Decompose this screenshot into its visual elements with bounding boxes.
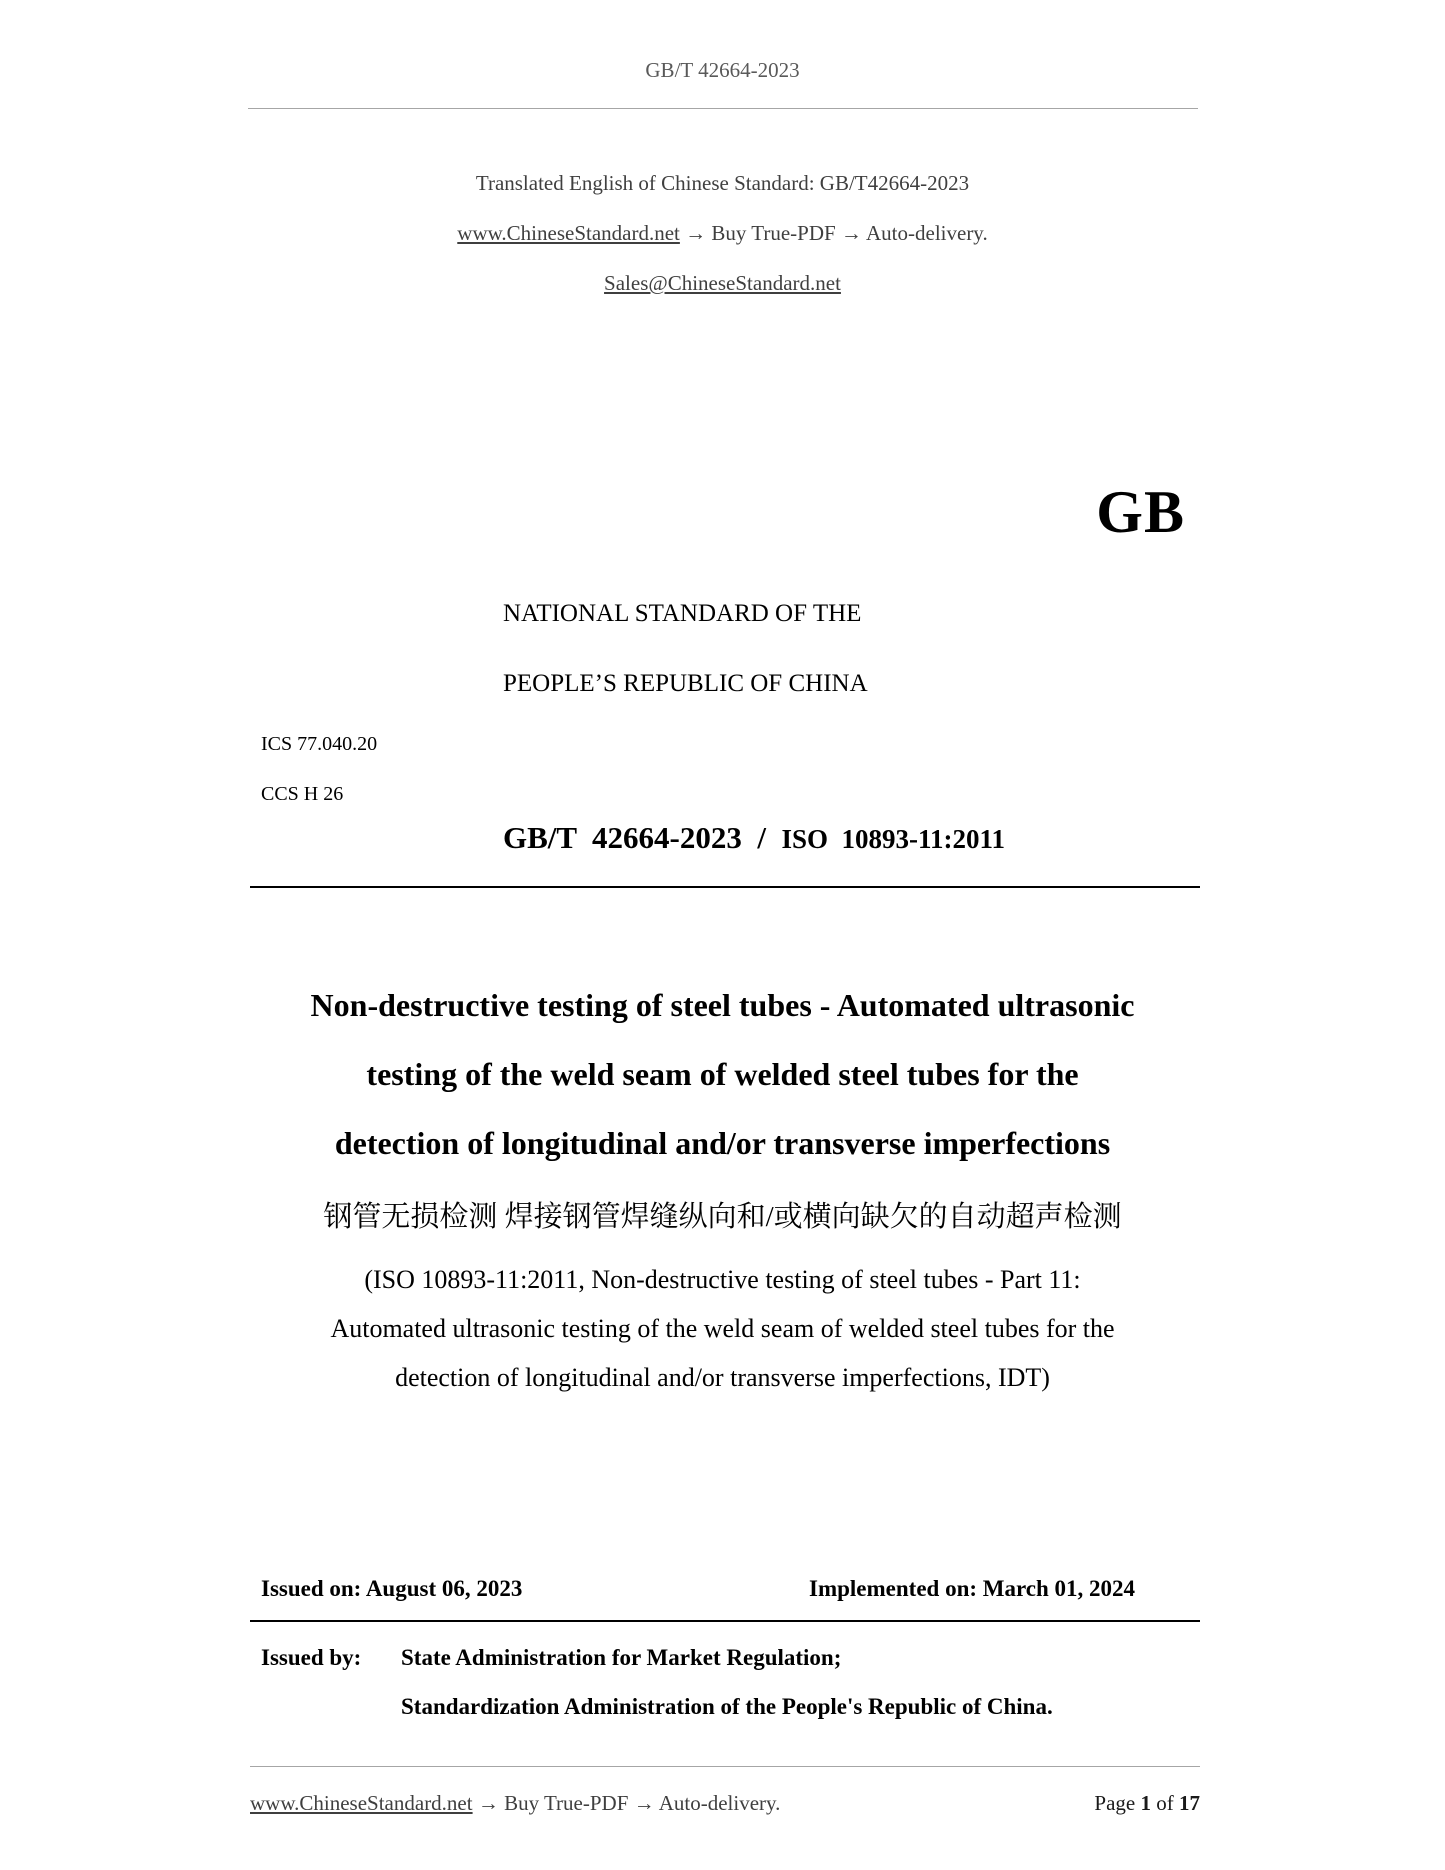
document-title-chinese: 钢管无损检测 焊接钢管焊缝纵向和/或横向缺欠的自动超声检测 <box>323 1201 1122 1233</box>
issuer-name-1: State Administration for Market Regulation; <box>401 1645 842 1670</box>
page-word: Page <box>1094 1791 1136 1815</box>
iso-adoption-note <box>130 1255 1315 1402</box>
footer-buy-line <box>250 1788 780 1818</box>
footer-divider <box>250 1766 1200 1767</box>
national-heading-line2: PEOPLE’S REPUBLIC OF CHINA <box>503 670 868 697</box>
page-footer <box>250 1788 1200 1818</box>
buy-line <box>0 208 1445 258</box>
national-heading-line1: NATIONAL STANDARD OF THE <box>503 600 862 627</box>
issuer-row-2 <box>261 1682 1053 1731</box>
standard-number <box>503 820 1005 856</box>
iso-standard-number: ISO 10893-11:2011 <box>781 824 1005 854</box>
iso-ref-line-1: (ISO 10893-11:2011, Non-destructive testing of steel tubes - Part 11: <box>364 1265 1081 1294</box>
footer-buy-suffix: → Buy True-PDF → Auto-delivery. <box>477 1791 781 1815</box>
issuer-label-spacer <box>261 1682 401 1731</box>
gb-standard-number: GB/T 42664-2023 <box>503 820 742 855</box>
email-line <box>0 258 1445 308</box>
page-total: 17 <box>1179 1791 1200 1815</box>
of-word: of <box>1156 1791 1174 1815</box>
ccs-code: CCS H 26 <box>261 783 344 805</box>
issued-on-date: Issued on: August 06, 2023 <box>261 1576 523 1601</box>
page-number: 1 <box>1140 1791 1151 1815</box>
translation-block <box>0 158 1445 308</box>
issuer-block <box>261 1633 1053 1731</box>
page-indicator <box>1094 1788 1200 1818</box>
issuer-row-1 <box>261 1633 1053 1682</box>
title-line-2: testing of the weld seam of welded steel tubes for the <box>366 1056 1079 1092</box>
document-title-english <box>130 971 1315 1178</box>
footer-website-link[interactable]: www.ChineseStandard.net <box>250 1791 473 1815</box>
sales-email-link[interactable]: Sales@ChineseStandard.net <box>604 271 841 295</box>
national-standard-heading <box>503 579 868 719</box>
translation-title: Translated English of Chinese Standard: GB/T42664-2023 <box>475 171 970 195</box>
gb-logo: GB <box>1096 479 1185 545</box>
issuer-name-2: Standardization Administration of the People's Republic of China. <box>401 1694 1053 1719</box>
issuance-dates-row <box>261 1576 1200 1602</box>
standard-number-divider <box>250 886 1200 888</box>
ics-code: ICS 77.040.20 <box>261 733 378 755</box>
issued-by-label: Issued by: <box>261 1645 362 1670</box>
header-doc-number: GB/T 42664-2023 <box>645 58 800 82</box>
header-divider <box>248 108 1198 109</box>
website-link[interactable]: www.ChineseStandard.net <box>457 221 680 245</box>
iso-ref-line-2: Automated ultrasonic testing of the weld seam of welded steel tubes for the <box>330 1314 1115 1343</box>
implemented-on-date: Implemented on: March 01, 2024 <box>809 1576 1136 1601</box>
title-line-3: detection of longitudinal and/or transverse imperfections <box>334 1125 1111 1161</box>
classification-codes <box>261 719 377 819</box>
title-line-1: Non-destructive testing of steel tubes - Automated ultrasonic <box>310 987 1135 1023</box>
buy-line-suffix: → Buy True-PDF → Auto-delivery. <box>685 221 988 245</box>
iso-ref-line-3: detection of longitudinal and/or transverse imperfections, IDT) <box>395 1363 1050 1392</box>
standard-number-separator: / <box>741 820 782 855</box>
issuance-divider <box>250 1620 1200 1622</box>
